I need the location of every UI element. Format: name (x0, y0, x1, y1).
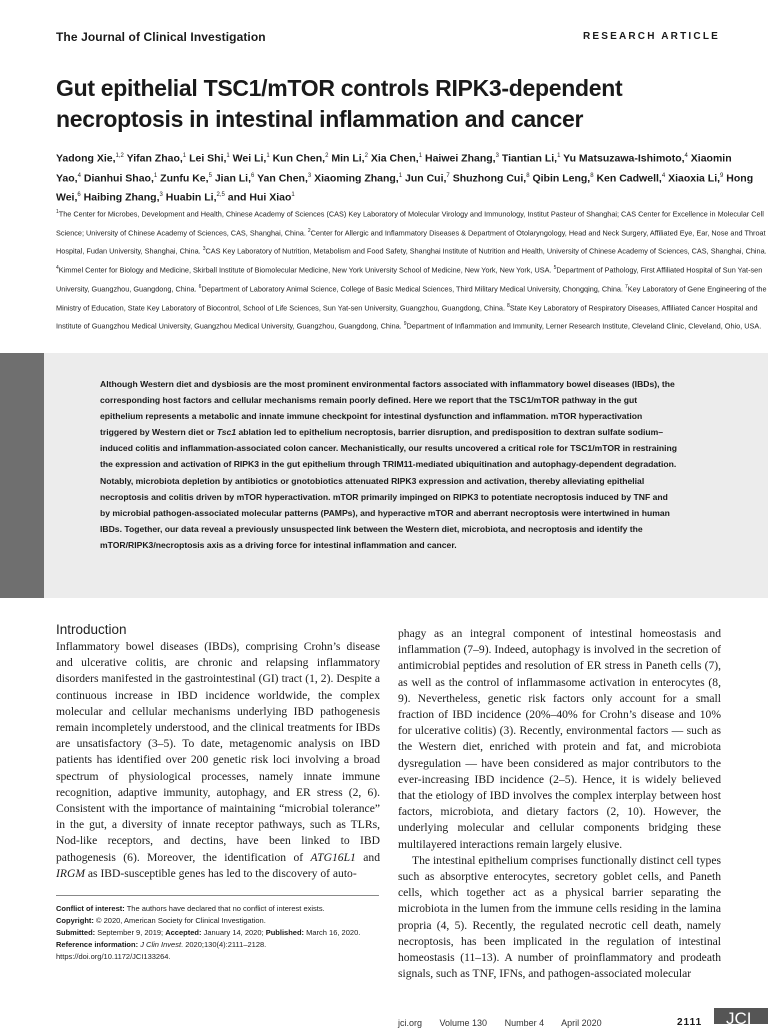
author-name: Lei Shi, (189, 152, 227, 165)
page-footer (398, 1018, 617, 1028)
article-title-line-2: necroptosis in intestinal inflammation and cancer (56, 106, 584, 132)
author-name: Jun Cui, (405, 172, 447, 184)
author-name: Yu Matsuzawa-Ishimoto, (563, 152, 685, 165)
affiliation-text: Key Laboratory of Gene Engineering of the Ministry of Education, State Key Laboratory of Biocontrol, School of Life Sciences, Sun Yat-sen University, Guangzhou, Guangdong, China. (56, 284, 767, 313)
affiliation-text: Kimmel Center for Biology and Medicine, Skirball Institute of Biomolecular Medicine, New York University School of Medicine, New York, New York, USA. (58, 265, 554, 275)
footnote-dates (56, 927, 386, 939)
author-affiliation-marker: 1 (557, 153, 561, 159)
author-name: Zunfu Ke, (160, 172, 209, 184)
article-title (56, 73, 756, 135)
affiliation-text: Department of Laboratory Animal Science, College of Basic Medical Sciences, Third Military Medical University, Chongqing, China. (201, 284, 625, 294)
author-affiliation-marker: 6 (77, 192, 81, 198)
author-name: Qibin Leng, (532, 172, 591, 184)
abstract-part-2: ablation led to epithelium necroptosis, barrier disruption, and predisposition to dextran sulfate sodium–induced colitis and inflammation-associated colon cancer. Mechanistically, our results uncovered a critical role for TSC1/mTOR in restraining the expression and activation of RIPK3 in the gut epithelium through TRIM11-mediated ubiquitination and autophagy-dependent degradation. Notably, microbiota depletion by antibiotics or gnotobiotics attenuated RIPK3 expression and activation, thereby alleviating epithelial necroptosis and colitis driven by mTOR hyperactivation. mTOR primarily impinged on RIPK3 to potentiate necroptosis induced by TNF and by microbial pathogen-associated molecular patterns (PAMPs), and hyperactive mTOR and aberrant necroptosis were intertwined in human IBDs. Together, our data reveal a previously unsuspected link between the Western diet, microbiota, and necroptosis and identify the mTOR/RIPK3/necroptosis axis as a driving force for intestinal inflammation and cancer. (100, 427, 678, 550)
footnote-published-date: March 16, 2020. (304, 928, 361, 938)
footer-volume: Volume 130 (439, 1018, 488, 1028)
affiliation-number: 9 (403, 321, 407, 328)
author-name: Min Li, (331, 152, 365, 165)
author-affiliation-marker: 1 (182, 153, 187, 159)
author-affiliation-marker: 1 (418, 153, 423, 159)
footnotes (56, 903, 386, 963)
footnote-copyright-label: Copyright: (56, 916, 94, 926)
author-affiliation-marker: 3 (159, 192, 163, 198)
footnote-conflict-text: The authors have declared that no conflict of interest exists. (124, 904, 325, 913)
jci-logo: JCI (714, 1008, 768, 1024)
abstract-part-1: Although Western diet and dysbiosis are the most prominent environmental factors associated with inflammatory bowel diseases (IBDs), the corresponding host factors and cellular mechanisms remain poorly defined. Here we report that the TSC1/mTOR pathway in the gut epithelium represents a metabolic and innate immune checkpoint for intestinal dysfunction and inflammation. mTOR hyperactivation triggered by Western diet or (100, 379, 675, 438)
author-affiliation-marker: 8 (590, 172, 594, 179)
footnote-accepted-date: January 14, 2020; (201, 928, 266, 938)
author-name: Hong Wei, (56, 172, 754, 204)
intro-right-paragraph-2: The intestinal epithelium comprises functionally distinct cell types such as absorptive enterocytes, secretory goblet cells, and Paneth cells, which together act as a physical barrier separating the microbiota in the lumen from the immune cells residing in the lamina propria (4, 5). Recently, the regulated necrotic cell death, namely necroptosis, has been implicated in the regulation of intestinal homeostasis (11–13). A number of proinflammatory and prodeath signals, such as TNF, IFNs, and pathogen-associated molecular (398, 853, 721, 981)
author-affiliation-marker: 7 (446, 172, 450, 179)
abstract-text (100, 376, 680, 553)
footnote-submitted-date: September 9, 2019; (95, 928, 166, 938)
author-affiliation-marker: 1 (226, 153, 230, 159)
author-name: Haiwei Zhang, (425, 152, 496, 165)
intro-right-paragraph-1: phagy as an integral component of intestinal homeostasis and inflammation (7–9). Indeed, autophagy is involved in the secretion of antimicrobial peptides and resolution of ER stress in Paneth cells (7), as well as the control of inflammasome activation in enterocytes (8, 9). Nevertheless, genetic risk factors only account for a small fraction of IBD incidence (20%–40% for Crohn’s disease and 10% for ulcerative colitis) (3). Recently, environmental factors — such as the Western diet, enriched with protein and fat, and microbiota dysregulation — have been considered as major contributors to the ever-increasing IBD incidence (2–5). Hence, it is widely believed that the etiology of IBD involves the complex interplay between host factors, microbiota, and dietary factors (2, 10). However, the underlying molecular and cellular components bridging these multilayered interactions remain largely elusive. (398, 627, 721, 851)
author-affiliation-marker: 1 (266, 153, 270, 159)
article-type-label: RESEARCH ARTICLE (582, 31, 720, 42)
intro-left-text-1: Inflammatory bowel diseases (IBDs), comprising Crohn’s disease and ulcerative colitis, are chronic and relapsing inflammatory disorders manifested in the gastrointestinal (GI) tract (1, 2). Despite a continuous increase in IBD incidence worldwide, the complex molecular and cellular mechanisms underlying IBD pathogenesis remain incompletely understood, and the clinical treatments for IBDs are unsatisfactory (3–5). To date, metagenomic analysis on IBD patients has identified over 200 genetic risk loci involving a broad spectrum of physiological processes, namely innate immune recognition, adaptive immunity, autophagy, and ER stress (2, 6). Consistent with the importance of maintaining “microbial tolerance” in the gut, a diversity of innate receptor pathways, such as TLRs, Nod-like receptors, and dectins, have been linked to IBD pathogenesis (6). Moreover, the identification of (56, 640, 380, 864)
gene-irgm: IRGM (56, 866, 85, 880)
author-affiliation-marker: 5 (208, 172, 212, 179)
intro-right-column (398, 626, 721, 982)
footnote-reference (56, 939, 386, 951)
author-affiliation-marker: 4 (684, 153, 688, 159)
journal-name: The Journal of Clinical Investigation (56, 30, 266, 44)
author-name: Kun Chen, (272, 152, 326, 165)
affiliation-text: Department of Inflammation and Immunity, Lerner Research Institute, Cleveland Clinic, Cleveland, Ohio, USA. (406, 321, 762, 331)
author-affiliation-marker: 4 (77, 172, 81, 179)
article-title-line-1: Gut epithelial TSC1/mTOR controls RIPK3-dependent (56, 75, 623, 101)
author-affiliation-marker: 3 (307, 172, 312, 179)
author-affiliation-marker: 8 (526, 172, 530, 179)
author-name: Jian Li, (214, 172, 252, 184)
affiliations (56, 204, 768, 335)
author-affiliation-marker: 6 (251, 172, 255, 179)
author-name: Yifan Zhao, (126, 152, 183, 165)
author-affiliation-marker: 1 (153, 172, 158, 179)
affiliation-text: State Key Laboratory of Respiratory Diseases, Affiliated Cancer Hospital and Institute of Guangzhou Medical University, Guangzhou Medical University, Guangzhou, Guangdong, China. (56, 303, 758, 331)
footnote-submitted-label: Submitted: (56, 928, 96, 938)
footer-number: Number 4 (504, 1018, 545, 1028)
author-name: and Hui Xiao (227, 191, 292, 204)
affiliation-number: 2 (307, 227, 311, 234)
author-name: Ken Cadwell, (596, 172, 662, 184)
author-affiliation-marker: 2 (364, 153, 368, 159)
author-name: Tiantian Li, (501, 152, 558, 165)
footnote-accepted-label: Accepted: (165, 928, 202, 938)
affiliation-text: CAS Key Laboratory of Nutrition, Metabolism and Food Safety, Shanghai Institute of Nutrition and Health, University of Chinese Academy of Sciences, CAS, Shanghai, China. (205, 246, 767, 256)
author-name: Xiaoming Zhang, (314, 172, 399, 184)
author-name: Xia Chen, (370, 152, 419, 165)
author-name: Huabin Li, (165, 191, 217, 204)
author-affiliation-marker: 3 (495, 153, 499, 159)
author-affiliation-marker: 1,2 (115, 153, 124, 159)
footnote-reference-text: . 2020;130(4):2111–2128. (181, 940, 267, 950)
footer-date: April 2020 (561, 1018, 602, 1028)
author-name: Shuzhong Cui, (452, 172, 527, 184)
section-heading-introduction: Introduction (56, 622, 127, 637)
footnote-divider (56, 895, 379, 896)
affiliation-text: The Center for Microbes, Development and Health, Chinese Academy of Sciences (CAS) Key Laboratory of Molecular Virology and Immunology, Institut Pasteur of Shanghai; CAS Center for Excellence in Molecular Cell Science; University of Chinese Academy of Sciences, CAS, Shanghai, China. (56, 209, 764, 238)
affiliation-number: 6 (198, 283, 202, 290)
affiliation-text: Center for Allergic and Inflammatory Diseases & Department of Otolaryngology, Head and Neck Surgery, Affiliated Eye, Ear, Nose and Throat Hospital, Fudan University, Shanghai, China. (56, 228, 766, 256)
author-name: Xiaoxia Li, (668, 172, 721, 184)
author-affiliation-marker: 1 (398, 172, 403, 179)
author-affiliation-marker: 1 (291, 192, 295, 198)
author-list (56, 148, 756, 207)
affiliation-text: Department of Pathology, First Affiliated Hospital of Sun Yat-sen University, Guangzhou, Guangdong, China. (56, 265, 763, 294)
footnote-copyright-text: © 2020, American Society for Clinical Investigation. (93, 916, 266, 926)
author-name: Dianhui Shao, (83, 172, 154, 184)
footnote-conflict (56, 903, 386, 915)
footnote-published-label: Published: (265, 928, 305, 938)
author-affiliation-marker: 4 (661, 172, 666, 179)
footnote-conflict-label: Conflict of interest: (56, 904, 125, 913)
affiliation-number: 1 (56, 209, 59, 215)
intro-left-text-3: as IBD-susceptible genes has led to the discovery of auto- (84, 866, 357, 880)
author-affiliation-marker: 9 (720, 172, 724, 179)
footnote-copyright (56, 915, 386, 927)
author-name: Wei Li, (232, 152, 267, 165)
author-affiliation-marker: 2,5 (216, 192, 225, 198)
affiliation-number: 4 (56, 265, 59, 272)
footnote-reference-label: Reference information: (56, 940, 139, 950)
author-affiliation-marker: 2 (325, 153, 329, 159)
author-name: Xiaomin Yao, (56, 152, 732, 184)
author-name: Yan Chen, (257, 172, 308, 184)
affiliation-number: 5 (553, 265, 557, 272)
author-name: Yadong Xie, (56, 152, 116, 165)
page-number: 2111 (677, 1017, 703, 1028)
footer-site-link[interactable]: jci.org (398, 1018, 423, 1028)
abstract-gene-tsc1: Tsc1 (216, 427, 237, 438)
footnote-doi-link[interactable]: https://doi.org/10.1172/JCI133264. (56, 952, 171, 962)
intro-left-text-2: and (355, 850, 380, 864)
abstract-side-bar (0, 353, 44, 598)
affiliation-number: 3 (202, 246, 206, 253)
author-name: Haibing Zhang, (83, 191, 160, 204)
affiliation-number: 8 (507, 302, 510, 309)
gene-atg16l1: ATG16L1 (310, 850, 356, 864)
affiliation-number: 7 (624, 283, 628, 290)
intro-left-column (56, 639, 380, 882)
footnote-reference-journal: J Clin Invest (138, 940, 182, 950)
